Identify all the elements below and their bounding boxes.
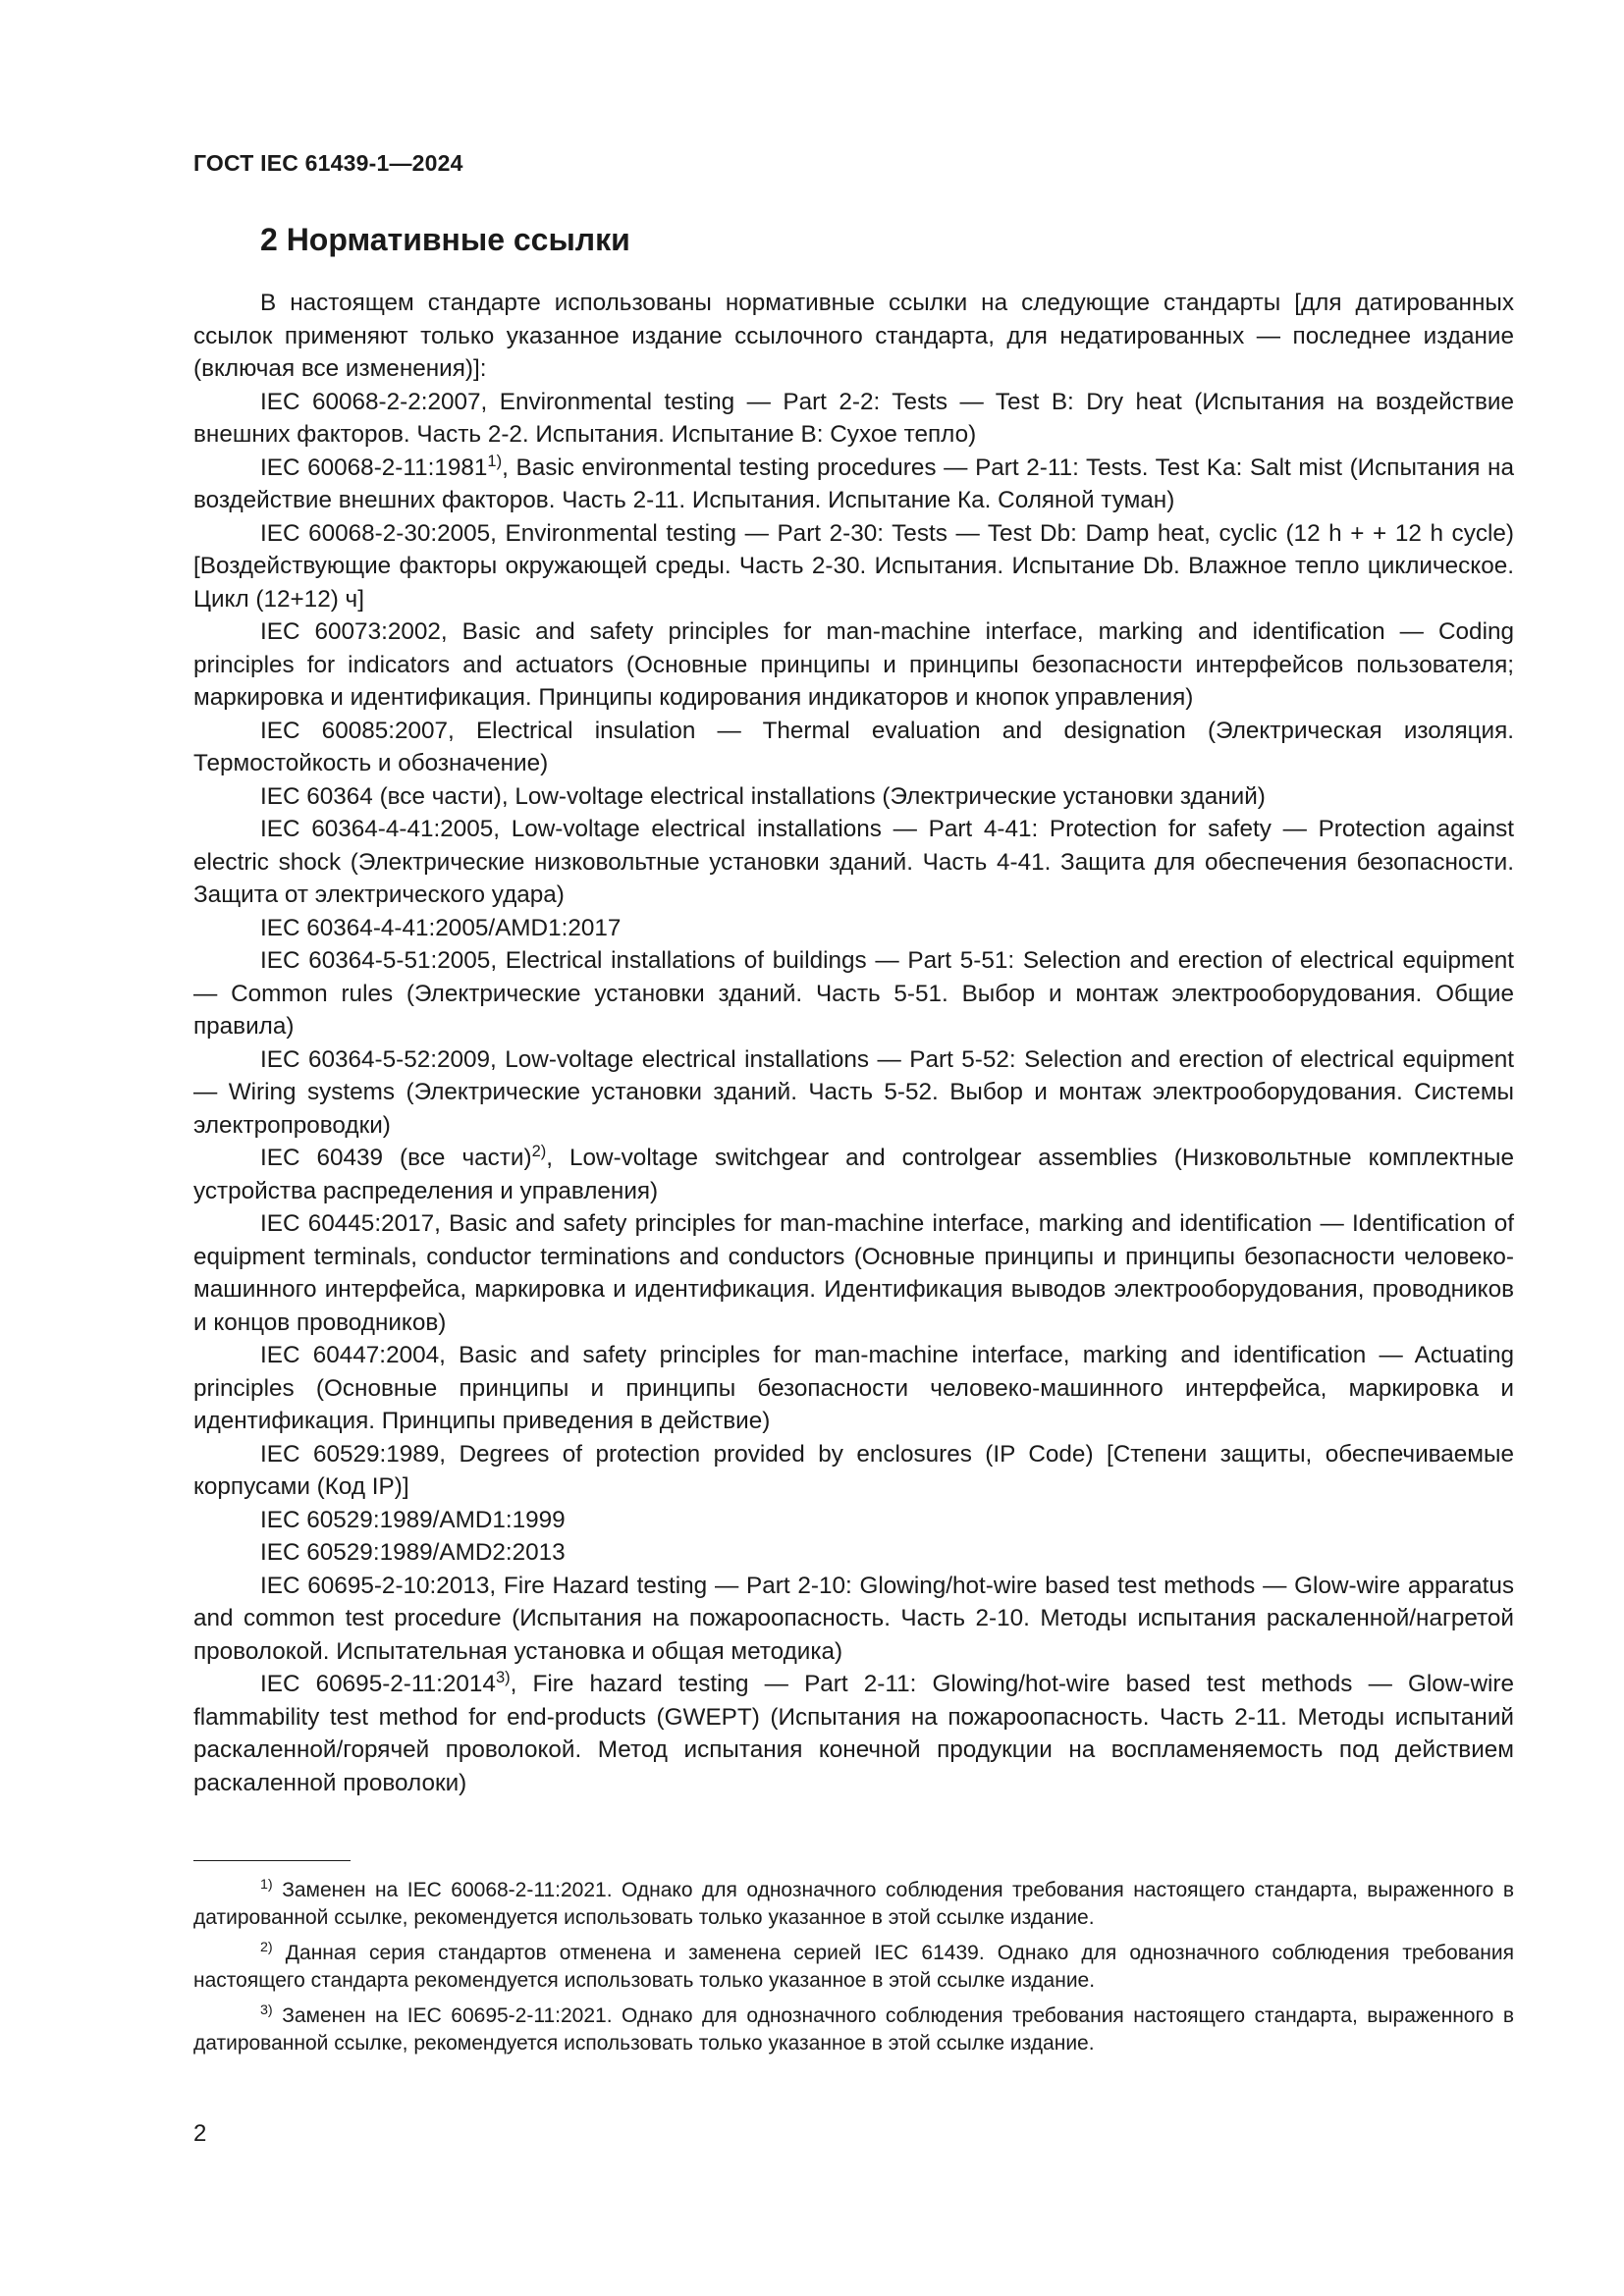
reference-item — [193, 1142, 1514, 1207]
reference-item — [193, 452, 1514, 517]
footnote — [193, 2002, 1514, 2057]
reference-item: IEC 60068-2-30:2005, Environmental testing — Part 2-30: Tests — Test Db: Damp heat, cyclic (12 h + + 12 h cycle) [Воздействующие факторы окружающей среды. Часть 2-30. Испытания. Испытание Db. Влажное тепло циклическое. Цикл (12+12) ч] — [193, 519, 1514, 613]
footnote-mark: 3) — [495, 1667, 511, 1686]
reference-code: IEC 60695-2-11:2014 — [260, 1671, 496, 1697]
reference-item: IEC 60529:1989/AMD2:2013 — [260, 1539, 566, 1566]
footnote-mark: 3) — [260, 2002, 273, 2019]
reference-item: IEC 60364 (все части), Low-voltage electrical installations (Электрические установки зданий) — [260, 782, 1266, 810]
reference-item: IEC 60364-4-41:2005/AMD1:2017 — [260, 914, 622, 941]
reference-code: IEC 60068-2-11:1981 — [260, 454, 488, 481]
footnote — [193, 1877, 1514, 1932]
footnote-mark: 2) — [531, 1141, 547, 1160]
reference-item: IEC 60529:1989/AMD1:1999 — [260, 1506, 566, 1533]
reference-title: , Low-voltage switchgear and controlgear assemblies (Низковольтные комплектные устройства распределения и управления) — [193, 1145, 1514, 1204]
footnote-text: Заменен на IEC 60068-2-11:2021. Однако для однозначного соблюдения требования настоящего стандарта, выраженного в датированной ссылке, рекомендуется использовать только указанное в этой ссылке издание. — [193, 1879, 1514, 1929]
reference-item — [193, 1668, 1514, 1799]
footnote-text: Данная серия стандартов отменена и заменена серией IEC 61439. Однако для однозначного соблюдения требования настоящего стандарта рекомендуется использовать только указанное в этой ссылке издание. — [193, 1942, 1514, 1992]
reference-item: IEC 60529:1989, Degrees of protection provided by enclosures (IP Code) [Степени защиты, обеспечиваемые корпусами (Код IP)] — [193, 1440, 1514, 1500]
reference-item: IEC 60445:2017, Basic and safety principles for man-machine interface, marking and identification — Identification of equipment terminals, conductor terminations and conductors (Основные принципы и принципы безопасности человеко-машинного интерфейса, маркировка и идентификация. Идентификация выводов электрооборудования, проводников и концов проводников) — [193, 1210, 1514, 1336]
document-header: ГОСТ IEC 61439-1—2024 — [193, 150, 463, 176]
intro-paragraph: В настоящем стандарте использованы нормативные ссылки на следующие стандарты [для датированных ссылок применяют только указанное издание ссылочного стандарта, для недатированных — последнее издание (включая все изменения)]: — [193, 290, 1514, 382]
footnote-mark: 2) — [260, 1940, 273, 1956]
reference-item: IEC 60364-4-41:2005, Low-voltage electrical installations — Part 4-41: Protection for safety — Protection against electric shock (Электрические низковольтные установки зданий. Часть 4-41. Защита для обеспечения безопасности. Защита от электрического удара) — [193, 816, 1514, 908]
footnote-separator — [193, 1860, 351, 1861]
footnote-mark: 1) — [260, 1877, 273, 1894]
section-title: 2 Нормативные ссылки — [260, 222, 630, 257]
page-number: 2 — [193, 2120, 207, 2147]
references-body — [193, 287, 1514, 1799]
reference-item: IEC 60364-5-52:2009, Low-voltage electrical installations — Part 5-52: Selection and erection of electrical equipment — Wiring systems (Электрические установки зданий. Часть 5-52. Выбор и монтаж электрооборудования. Системы электропроводки) — [193, 1045, 1514, 1139]
footnote-text: Заменен на IEC 60695-2-11:2021. Однако для однозначного соблюдения требования настоящего стандарта, выраженного в датированной ссылке, рекомендуется использовать только указанное в этой ссылке издание. — [193, 2004, 1514, 2055]
reference-title: , Fire hazard testing — Part 2-11: Glowing/hot-wire based test methods — Glow-wire flammability test method for end-products (GWEPT) (Испытания на пожароопасность. Часть 2-11. Методы испытаний раскаленной/горячей проволокой. Метод испытания конечной продукции на воспламеняемость под действием раскаленной проволоки) — [193, 1671, 1514, 1796]
reference-item: IEC 60364-5-51:2005, Electrical installations of buildings — Part 5-51: Selection and erection of electrical equipment — Common rules (Электрические установки зданий. Часть 5-51. Выбор и монтаж электрооборудования. Общие правила) — [193, 947, 1514, 1040]
reference-item: IEC 60068-2-2:2007, Environmental testing — Part 2-2: Tests — Test B: Dry heat (Испытания на воздействие внешних факторов. Часть 2-2. Испытания. Испытание В: Сухое тепло) — [193, 388, 1514, 448]
reference-item: IEC 60085:2007, Electrical insulation — Thermal evaluation and designation (Электрическая изоляция. Термостойкость и обозначение) — [193, 717, 1514, 776]
reference-item: IEC 60447:2004, Basic and safety principles for man-machine interface, marking and identification — Actuating principles (Основные принципы и принципы безопасности человеко-машинного интерфейса, маркировка и идентификация. Принципы приведения в действие) — [193, 1342, 1514, 1434]
footnotes — [193, 1877, 1514, 2065]
footnote-mark: 1) — [487, 451, 503, 470]
reference-item: IEC 60695-2-10:2013, Fire Hazard testing — Part 2-10: Glowing/hot-wire based test methods — Glow-wire apparatus and common test procedure (Испытания на пожароопасность. Часть 2-10. Методы испытания раскаленной/нагретой проволокой. Испытательная установка и общая методика) — [193, 1572, 1514, 1665]
footnote — [193, 1940, 1514, 1995]
reference-item: IEC 60073:2002, Basic and safety principles for man-machine interface, marking and identification — Coding principles for indicators and actuators (Основные принципы и принципы безопасности интерфейсов пользователя; маркировка и идентификация. Принципы кодирования индикаторов и кнопок управления) — [193, 618, 1514, 711]
reference-title: , Basic environmental testing procedures — Part 2-11: Tests. Test Ka: Salt mist (Испытания на воздействие внешних факторов. Часть 2-11. Испытания. Испытание Ка. Соляной туман) — [193, 454, 1514, 513]
reference-code: IEC 60439 (все части) — [260, 1145, 532, 1171]
